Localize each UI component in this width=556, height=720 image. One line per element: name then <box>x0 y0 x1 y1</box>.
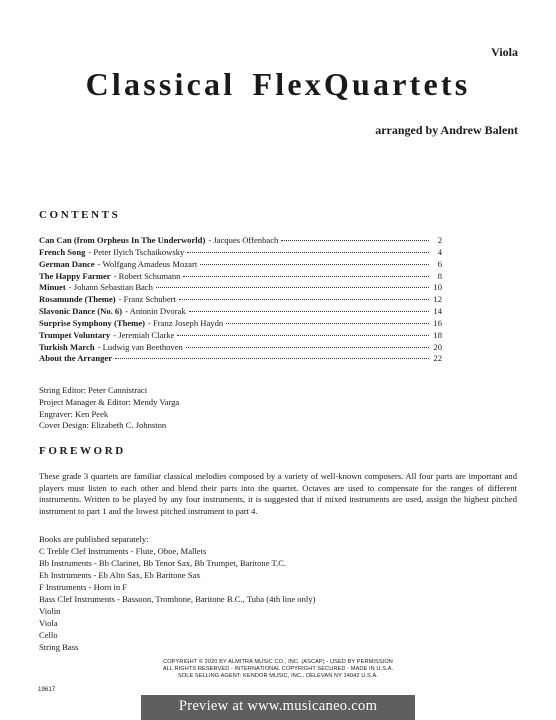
toc-item-composer: - Franz Schubert <box>118 294 176 305</box>
books-line: F Instruments - Horn in F <box>39 581 128 592</box>
toc-item-page: 4 <box>437 246 442 257</box>
toc-leader-dots <box>183 276 429 277</box>
toc-item-title: French Song <box>39 246 86 257</box>
toc-item-composer: - Johann Sebastian Bach <box>68 282 153 293</box>
books-line: Books are published separately: <box>39 534 149 544</box>
toc-item-composer: - Franz Joseph Haydn <box>148 317 224 328</box>
toc-item-page: 18 <box>433 329 442 340</box>
toc-item-title: Trumpet Voluntary <box>39 329 111 340</box>
toc-item[interactable] <box>39 330 442 342</box>
toc-item-composer: - Ludwig van Beethoven <box>97 341 183 352</box>
toc-item-title: Minuet <box>39 282 66 293</box>
toc-item-page: 22 <box>433 353 442 364</box>
toc-leader-dots <box>226 323 429 324</box>
books-line: Violin <box>39 605 61 616</box>
books-line: Viola <box>39 617 58 628</box>
toc-item[interactable] <box>39 282 442 294</box>
toc-item-composer: - Robert Schumann <box>113 270 181 281</box>
toc-item[interactable] <box>39 235 442 247</box>
toc-leader-dots <box>115 358 429 359</box>
toc-leader-dots <box>177 335 429 336</box>
toc-item-title: About the Arranger <box>39 353 113 364</box>
contents-heading: CONTENTS <box>39 209 121 221</box>
table-of-contents <box>39 235 442 365</box>
toc-item-page: 8 <box>437 270 442 281</box>
books-line: C Treble Clef Instruments - Flute, Oboe, Mallets <box>39 545 207 556</box>
toc-leader-dots <box>281 240 429 241</box>
catalog-number: 19617 <box>38 686 56 693</box>
copyright-line: SOLE SELLING AGENT: KENDOR MUSIC, INC., DELEVAN NY 14042 U.S.A. <box>177 673 379 680</box>
instrument-label: Viola <box>491 45 518 59</box>
toc-item-title: Rosamunde (Theme) <box>39 294 116 305</box>
toc-item[interactable] <box>39 271 442 283</box>
toc-leader-dots <box>179 299 429 300</box>
books-line: Bb Instruments - Bb Clarinet, Bb Tenor Sax, Bb Trumpet, Baritone T.C. <box>39 557 287 568</box>
toc-leader-dots <box>186 347 429 348</box>
foreword-heading: FOREWORD <box>39 445 126 457</box>
books-line: Bass Clef Instruments - Bassoon, Trombone, Baritone B.C., Tuba (4th line only) <box>39 593 316 604</box>
toc-item-composer: - Jacques Offenbach <box>208 235 279 245</box>
toc-item-page: 2 <box>437 235 442 245</box>
toc-item[interactable] <box>39 353 442 365</box>
foreword-paragraph: These grade 3 quartets are familiar classical melodies composed by a variety of well-known composers. All four parts are important and players must listen to each other and blend their parts into the quartet. Octaves are used to compensate for the ranges of different instruments. Written to be played by any four instruments, it is suggested that if mixed instruments are used, assign the highest pitched instrument to part 1 and the lowest pitched instrument to part 4. <box>39 471 517 516</box>
credit-line: String Editor: Peter Cannistraci <box>39 385 148 395</box>
books-list <box>39 534 315 654</box>
toc-item-composer: - Antonin Dvorak <box>125 306 186 317</box>
toc-item-title: Can Can (from Orpheus In The Underworld) <box>39 235 206 245</box>
toc-item-title: The Happy Farmer <box>39 270 111 281</box>
toc-item-composer: - Peter Ilyich Tschaikowsky <box>88 246 185 257</box>
toc-item-title: Surprise Symphony (Theme) <box>39 317 145 328</box>
copyright-line: ALL RIGHTS RESERVED - INTERNATIONAL COPYRIGHT SECURED - MADE IN U.S.A. <box>162 666 394 673</box>
toc-item-composer: - Jeremiah Clarke <box>113 329 175 340</box>
books-line: String Bass <box>39 641 79 652</box>
toc-item[interactable] <box>39 342 442 354</box>
toc-item[interactable] <box>39 247 442 259</box>
toc-item-page: 14 <box>433 306 442 317</box>
toc-item[interactable] <box>39 306 442 318</box>
toc-item-title: Slavonic Dance (No. 6) <box>39 306 123 317</box>
books-line: Cello <box>39 629 58 640</box>
toc-leader-dots <box>200 264 429 265</box>
credit-line: Cover Design: Elizabeth C. Johnston <box>39 420 167 431</box>
toc-item-page: 6 <box>437 258 442 269</box>
credits-block <box>39 385 179 432</box>
arranger-credit: arranged by Andrew Balent <box>375 123 518 137</box>
toc-item-page: 12 <box>433 294 442 305</box>
copyright-line: COPYRIGHT © 2020 BY ALMITRA MUSIC CO., INC. (ASCAP) - USED BY PERMISSION <box>163 659 393 665</box>
toc-item[interactable] <box>39 318 442 330</box>
toc-item-title: German Dance <box>39 258 95 269</box>
toc-item-page: 16 <box>433 317 442 328</box>
toc-leader-dots <box>187 252 429 253</box>
books-line: Eb Instruments - Eb Alto Sax, Eb Baritone Sax <box>39 569 201 580</box>
toc-leader-dots <box>156 287 429 288</box>
credit-line: Engraver: Ken Peek <box>39 408 109 419</box>
toc-item[interactable] <box>39 259 442 271</box>
copyright-notice <box>0 659 556 681</box>
preview-banner-link[interactable]: Preview at www.musicaneo.com <box>141 695 415 720</box>
toc-item-composer: - Wolfgang Amadeus Mozart <box>97 258 198 269</box>
credit-line: Project Manager & Editor: Mendy Varga <box>39 396 180 407</box>
toc-item[interactable] <box>39 294 442 306</box>
toc-item-page: 10 <box>433 282 442 293</box>
toc-leader-dots <box>189 311 429 312</box>
page-title: Classical FlexQuartets <box>85 66 471 102</box>
toc-item-title: Turkish March <box>39 341 95 352</box>
toc-item-page: 20 <box>433 341 442 352</box>
